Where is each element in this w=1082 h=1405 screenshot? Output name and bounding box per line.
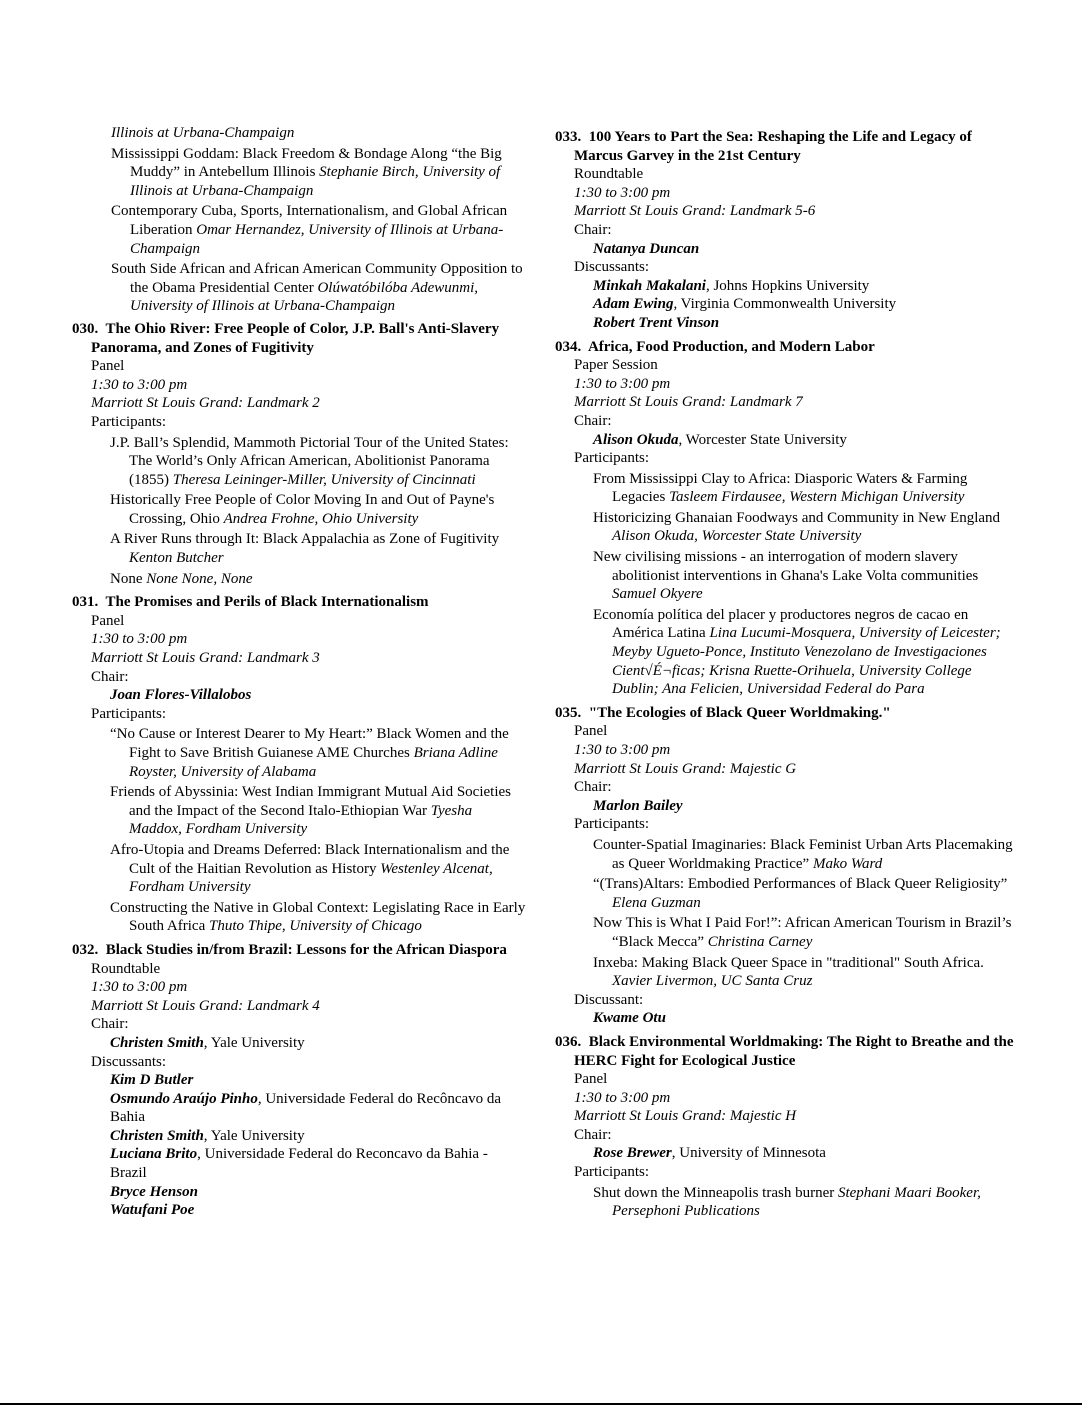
paper-authors: Xavier Livermon, UC Santa Cruz	[612, 973, 813, 990]
paper-entry	[72, 124, 527, 143]
session-time: 1:30 to 3:00 pm	[91, 631, 188, 648]
person-entry	[574, 314, 1015, 333]
person-affiliation: , Yale University	[203, 1034, 305, 1051]
person-affiliation: , Johns Hopkins University	[705, 277, 870, 294]
paper-authors: Christina Carney	[707, 933, 813, 950]
session-type: Panel	[91, 358, 125, 375]
paper-entry	[72, 145, 527, 201]
paper-authors: Olúwatóbilóba Adewunmi, University of Illinois at Urbana-Champaign	[130, 279, 479, 315]
person-affiliation: , Yale University	[203, 1127, 305, 1144]
person-entry	[91, 686, 527, 705]
paper-authors: Theresa Leininger-Miller, University of Cincinnati	[172, 471, 476, 488]
session-number: 031.	[72, 594, 99, 611]
paper-title: South Side African and African American Community Opposition to the Obama Presidential Center	[111, 261, 523, 296]
paper-authors: Samuel Okyere	[612, 586, 703, 603]
session-title-text: Africa, Food Production, and Modern Labor	[587, 338, 875, 355]
paper-entry	[574, 509, 1015, 546]
session-title	[555, 338, 1015, 357]
paper-authors: Tasleem Firdausee, Western Michigan University	[669, 489, 965, 506]
role-label: Participants:	[574, 1164, 649, 1181]
session-number: 030.	[72, 320, 99, 337]
paper-title: J.P. Ball’s Splendid, Mammoth Pictorial Tour of the United States: The World’s Only African American, Abolitionist Panorama (1855)	[110, 434, 509, 488]
session-type: Roundtable	[91, 960, 161, 977]
session-time: 1:30 to 3:00 pm	[574, 742, 671, 758]
paper-authors: Mako Ward	[812, 855, 883, 872]
role-label: Participants:	[574, 450, 649, 467]
paper-entry	[91, 841, 527, 897]
paper-authors: Stephani Maari Booker, Persephoni Publications	[612, 1184, 981, 1220]
role-label: Chair:	[91, 1016, 129, 1033]
session-time: 1:30 to 3:00 pm	[574, 184, 671, 201]
paper-authors: Alison Okuda, Worcester State University	[612, 528, 862, 545]
session-title-text: The Ohio River: Free People of Color, J.P. Ball's Anti-Slavery Panorama, and Zones of Fugitivity	[91, 320, 500, 356]
paper-entry	[91, 899, 527, 936]
session-body	[555, 165, 1015, 332]
role-label: Chair:	[91, 668, 129, 685]
session-title	[555, 1033, 1015, 1070]
paper-entry	[91, 570, 527, 589]
session-body	[555, 722, 1015, 1028]
session-type: Panel	[574, 723, 608, 740]
paper-title: New civilising missions - an interrogation of modern slavery abolitionist interventions in Ghana's Lake Volta communities	[593, 549, 979, 584]
person-entry	[91, 1145, 527, 1182]
paper-entry	[72, 260, 527, 316]
lead-items	[72, 124, 527, 316]
session-title	[555, 704, 1015, 723]
session-body	[555, 356, 1015, 699]
paper-authors: Omar Hernandez, University of Illinois at Urbana-Champaign	[130, 221, 504, 257]
role-label: Chair:	[574, 221, 612, 238]
session-type: Panel	[574, 1071, 608, 1088]
session-number: 036.	[555, 1033, 582, 1050]
session-number: 034.	[555, 338, 582, 355]
paper-title: From Mississippi Clay to Africa: Diasporic Waters & Farming Legacies	[593, 470, 968, 506]
role-label: Participants:	[91, 413, 166, 430]
paper-entry	[91, 434, 527, 490]
session-room: Marriott St Louis Grand: Landmark 4	[91, 997, 320, 1014]
session-number: 033.	[555, 129, 582, 145]
session-room: Marriott St Louis Grand: Landmark 2	[91, 395, 320, 412]
role-label: Discussant:	[574, 991, 644, 1008]
person-entry	[574, 240, 1015, 259]
paper-entry	[574, 1184, 1015, 1221]
paper-title: Historically Free People of Color Moving In and Out of Payne's Crossing, Ohio	[110, 492, 495, 527]
role-label: Chair:	[574, 779, 612, 796]
person-name: Rose Brewer	[593, 1145, 672, 1162]
paper-entry	[574, 836, 1015, 873]
paper-entry	[72, 202, 527, 258]
person-name: Bryce Henson	[110, 1183, 198, 1200]
paper-entry	[91, 783, 527, 839]
session-block	[72, 320, 527, 588]
role-label: Chair:	[574, 1126, 612, 1143]
paper-authors: Stephanie Birch, University of Illinois at Urbana-Champaign	[130, 164, 501, 199]
person-entry	[91, 1090, 527, 1127]
person-name: Christen Smith	[110, 1127, 204, 1144]
session-body	[72, 357, 527, 588]
person-name: Adam Ewing	[593, 296, 674, 313]
role-label: Participants:	[574, 816, 649, 833]
session-title-text: 100 Years to Part the Sea: Reshaping the Life and Legacy of Marcus Garvey in the 21st Century	[574, 129, 972, 164]
person-entry	[91, 1034, 527, 1053]
session-title	[555, 128, 1015, 165]
person-affiliation: , Universidade Federal do Reconcavo da Bahia - Brazil	[110, 1146, 488, 1182]
person-affiliation: , Worcester State University	[678, 431, 847, 448]
person-name: Joan Flores-Villalobos	[110, 687, 252, 704]
session-block	[72, 941, 527, 1220]
right-column	[555, 124, 1015, 1221]
session-room: Marriott St Louis Grand: Landmark 7	[574, 394, 803, 411]
paper-title: A River Runs through It: Black Appalachia as Zone of Fugitivity	[110, 531, 500, 548]
session-block	[555, 1033, 1015, 1221]
session-room: Marriott St Louis Grand: Landmark 5-6	[574, 203, 816, 220]
paper-authors: None None, None	[146, 570, 253, 587]
session-room: Marriott St Louis Grand: Majestic G	[574, 760, 797, 777]
paper-title: Constructing the Native in Global Context: Legislating Race in Early South Africa	[110, 899, 526, 935]
person-name: Kim D Butler	[110, 1072, 194, 1089]
person-name: Osmundo Araújo Pinho	[110, 1090, 258, 1107]
paper-title: Counter-Spatial Imaginaries: Black Feminist Urban Arts Placemaking as Queer Worldmaking Practice”	[593, 836, 1013, 872]
session-type: Paper Session	[574, 357, 658, 374]
session-time: 1:30 to 3:00 pm	[574, 1089, 671, 1106]
paper-title: Mississippi Goddam: Black Freedom & Bondage Along “the Big Muddy” in Antebellum Illinois	[111, 145, 502, 181]
role-label: Discussants:	[91, 1053, 166, 1070]
person-name: Natanya Duncan	[593, 240, 700, 257]
paper-title: “No Cause or Interest Dearer to My Heart:” Black Women and the Fight to Save British Guianese AME Churches	[110, 726, 509, 761]
role-label: Participants:	[91, 705, 166, 722]
person-entry	[574, 797, 1015, 816]
person-name: Alison Okuda	[593, 431, 679, 448]
paper-authors: Elena Guzman	[612, 894, 701, 911]
right-sessions	[555, 128, 1015, 1221]
person-affiliation: , Virginia Commonwealth University	[673, 296, 897, 313]
paper-authors: Illinois at Urbana-Champaign	[111, 125, 295, 141]
left-column	[72, 124, 527, 1220]
session-block	[72, 593, 527, 936]
paper-title: Economía política del placer y productores negros de cacao en América Latina	[593, 606, 969, 642]
role-label: Chair:	[574, 412, 612, 429]
person-entry	[91, 1183, 527, 1202]
paper-authors: Kenton Butcher	[129, 550, 224, 567]
paper-authors: Westenley Alcenat, Fordham University	[129, 860, 493, 896]
paper-title: None	[110, 570, 143, 587]
session-block	[555, 338, 1015, 699]
person-name: Marlon Bailey	[593, 797, 683, 814]
session-title-text: Black Studies in/from Brazil: Lessons for the African Diaspora	[105, 941, 507, 958]
paper-entry	[574, 606, 1015, 699]
session-type: Roundtable	[574, 166, 644, 183]
person-affiliation: , Universidade Federal do Recôncavo da Bahia	[110, 1090, 502, 1126]
paper-entry	[574, 548, 1015, 604]
session-title-text: Black Environmental Worldmaking: The Right to Breathe and the HERC Fight for Ecological Justice	[574, 1033, 1014, 1069]
paper-entry	[91, 725, 527, 781]
session-number: 032.	[72, 941, 99, 958]
paper-entry	[91, 530, 527, 567]
session-number: 035.	[555, 704, 582, 721]
paper-entry	[574, 914, 1015, 951]
session-type: Panel	[91, 612, 125, 629]
paper-entry	[574, 875, 1015, 912]
person-name: Robert Trent Vinson	[593, 314, 720, 331]
session-time: 1:30 to 3:00 pm	[574, 375, 671, 392]
person-entry	[574, 1144, 1015, 1163]
session-body	[72, 612, 527, 936]
person-name: Luciana Brito	[110, 1146, 198, 1163]
paper-authors: Lina Lucumi-Mosquera, University of Leicester; Meyby Ugueto-Ponce, Instituto Venezolano de Investigaciones Cient√É¬ficas; Krisna Ruette-Orihuela, University College Dublin; Ana Felicien, Universidad Federal do Para	[612, 625, 1001, 698]
paper-entry	[574, 954, 1015, 991]
person-name: Watufani Poe	[110, 1202, 195, 1219]
paper-title: Contemporary Cuba, Sports, Internationalism, and Global African Liberation	[111, 203, 508, 238]
person-entry	[91, 1071, 527, 1090]
person-name: Kwame Otu	[593, 1010, 666, 1027]
person-entry	[91, 1127, 527, 1146]
session-room: Marriott St Louis Grand: Landmark 3	[91, 650, 320, 667]
session-title-text: The Promises and Perils of Black Internationalism	[105, 594, 429, 611]
paper-title: Now This is What I Paid For!”: African American Tourism in Brazil’s “Black Mecca”	[593, 915, 1012, 950]
session-room: Marriott St Louis Grand: Majestic H	[574, 1108, 797, 1125]
person-entry	[91, 1201, 527, 1220]
person-entry	[574, 1009, 1015, 1028]
paper-authors: Briana Adline Royster, University of Alabama	[129, 745, 498, 780]
paper-entry	[91, 491, 527, 528]
person-name: Christen Smith	[110, 1034, 204, 1051]
paper-authors: Andrea Frohne, Ohio University	[223, 510, 419, 527]
paper-authors: Tyesha Maddox, Fordham University	[129, 802, 473, 838]
paper-title: Shut down the Minneapolis trash burner	[593, 1184, 835, 1201]
paper-authors: Thuto Thipe, University of Chicago	[209, 918, 422, 935]
paper-title: “(Trans)Altars: Embodied Performances of Black Queer Religiosity”	[593, 876, 1008, 893]
session-block	[555, 128, 1015, 333]
left-sessions	[72, 320, 527, 1220]
person-affiliation: , University of Minnesota	[671, 1145, 826, 1162]
paper-entry	[574, 470, 1015, 507]
session-body	[555, 1070, 1015, 1221]
session-body	[72, 960, 527, 1220]
session-title	[72, 593, 527, 612]
session-title	[72, 320, 527, 357]
paper-title: Historicizing Ghanaian Foodways and Community in New England	[593, 509, 1001, 526]
session-time: 1:30 to 3:00 pm	[91, 376, 188, 393]
paper-title: Afro-Utopia and Dreams Deferred: Black Internationalism and the Cult of the Haitian Revolution as History	[110, 841, 510, 877]
session-time: 1:30 to 3:00 pm	[91, 979, 188, 996]
session-title	[72, 941, 527, 960]
person-entry	[574, 277, 1015, 296]
paper-title: Friends of Abyssinia: West Indian Immigrant Mutual Aid Societies and the Impact of the Second Italo-Ethiopian War	[110, 784, 511, 819]
role-label: Discussants:	[574, 259, 649, 276]
session-block	[555, 704, 1015, 1028]
person-entry	[574, 295, 1015, 314]
person-name: Minkah Makalani	[593, 277, 706, 294]
paper-title: Inxeba: Making Black Queer Space in "traditional" South Africa.	[593, 954, 984, 971]
person-entry	[574, 431, 1015, 450]
session-title-text: "The Ecologies of Black Queer Worldmaking."	[588, 704, 891, 721]
